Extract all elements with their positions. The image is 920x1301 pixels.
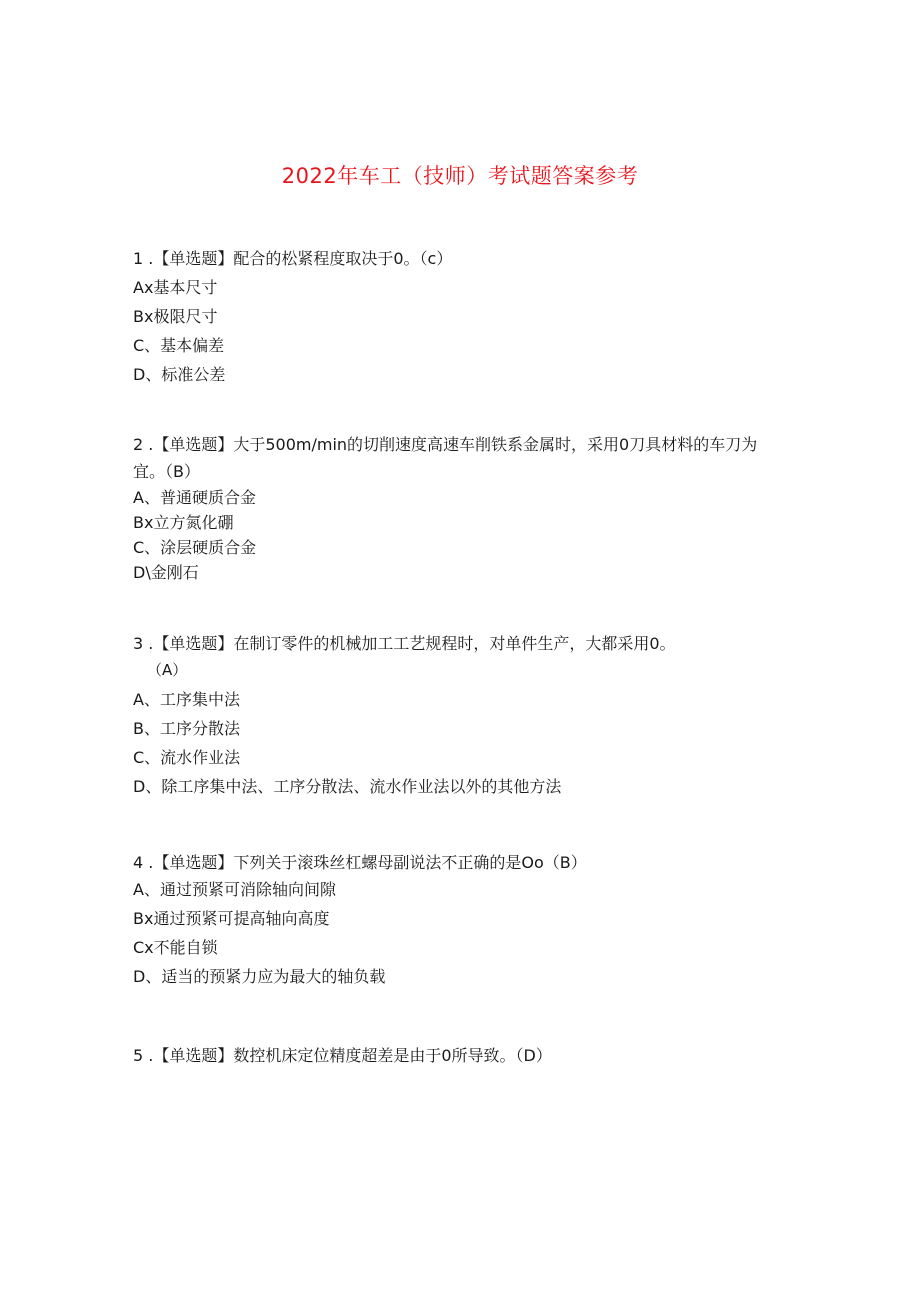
question-5 [133,1043,552,1068]
question-stem: 2 .【单选题】大于500m∕min的切削速度高速车削铁系金属时，采用0刀具材料的车刀为 [133,435,758,454]
option-a: A、工序集中法 [133,690,240,709]
option-c: Cx不能自锁 [133,938,218,957]
option-c: C、基本偏差 [133,336,225,355]
option-b: Bx极限尺寸 [133,307,218,326]
option-b: Bx立方氮化硼 [133,513,234,532]
option-a: Ax基本尺寸 [133,278,218,297]
question-3 [133,631,676,803]
option-d: D、适当的预紧力应为最大的轴负载 [133,967,386,986]
question-stem: 4 .【单选题】下列关于滚珠丝杠螺母副说法不正确的是Oo（B） [133,853,587,872]
question-stem-cont: 宜。（B） [133,462,200,481]
option-d: D、除工序集中法、工序分散法、流水作业法以外的其他方法 [133,777,562,796]
option-d: D\金刚石 [133,563,199,582]
question-2 [133,432,757,585]
question-stem: 1 .【单选题】配合的松紧程度取决于0。（c） [133,249,453,268]
option-c: C、流水作业法 [133,748,241,767]
option-b: B、工序分散法 [133,719,240,738]
question-stem-cont: （A） [147,661,188,679]
option-a: A、普通硬质合金 [133,488,256,507]
question-4 [133,850,587,993]
document-title: 2022年车工（技师）考试题答案参考 [281,164,639,188]
option-b: Bx通过预紧可提高轴向高度 [133,909,330,928]
question-1 [133,246,452,391]
option-d: D、标准公差 [133,365,226,384]
option-c: C、涂层硬质合金 [133,538,257,557]
option-a: A、通过预紧可消除轴向间隙 [133,880,336,899]
question-stem: 3 .【单选题】在制订零件的机械加工工艺规程时，对单件生产，大都采用0。 [133,634,676,653]
question-stem: 5 .【单选题】数控机床定位精度超差是由于0所导致。（D） [133,1046,552,1065]
